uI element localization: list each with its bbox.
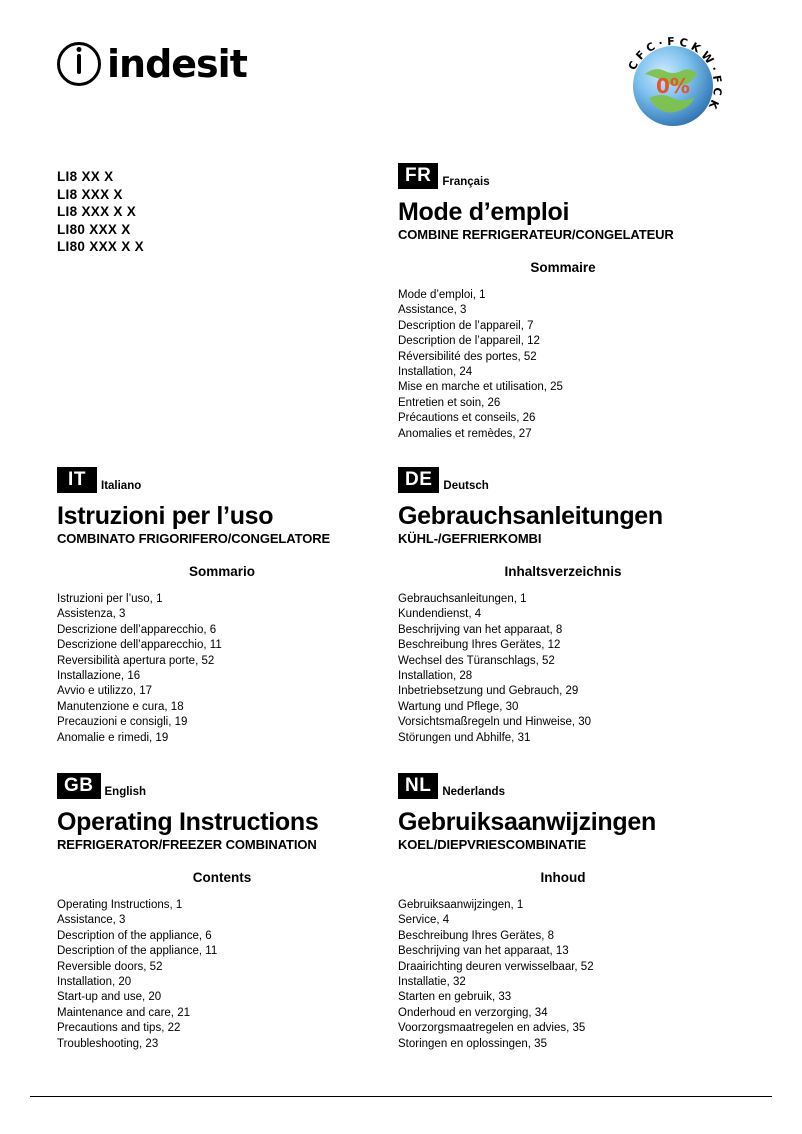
toc-entry: Vorsichtsmaßregeln und Hinweise, 30 bbox=[398, 716, 592, 729]
toc-entry: Description de l’appareil, 12 bbox=[398, 335, 540, 348]
model-item: LI80 XXX X X bbox=[57, 239, 144, 254]
toc-list-gb bbox=[57, 898, 387, 1052]
toc-entry: Mise en marche et utilisation, 25 bbox=[398, 381, 563, 394]
toc-entry: Reversibilità apertura porte, 52 bbox=[57, 654, 215, 667]
toc-entry: Anomalies et remèdes, 27 bbox=[398, 427, 532, 440]
toc-entry: Starten en gebruik, 33 bbox=[398, 991, 512, 1004]
toc-entry: Assistance, 3 bbox=[57, 914, 126, 927]
language-name-nl: Nederlands bbox=[442, 786, 505, 798]
toc-entry: Gebruiksaanwijzingen, 1 bbox=[398, 899, 524, 911]
toc-entry: Installatie, 32 bbox=[398, 976, 466, 989]
toc-entry: Description de l’appareil, 7 bbox=[398, 319, 534, 332]
toc-entry: Descrizione dell’apparecchio, 11 bbox=[57, 639, 222, 652]
language-section-it bbox=[57, 467, 387, 746]
flag-badge-de: DE bbox=[398, 467, 439, 493]
svg-text:C F C · F C K W · F C K: C F C · F C K W · F C K bbox=[625, 36, 723, 111]
toc-entry: Start-up and use, 20 bbox=[57, 991, 162, 1004]
footer-divider bbox=[30, 1096, 772, 1097]
toc-entry: Installation, 24 bbox=[398, 366, 473, 379]
toc-entry: Beschreibung Ihres Gerätes, 12 bbox=[398, 639, 561, 652]
language-section-nl bbox=[398, 773, 728, 1052]
toc-entry: Gebrauchsanleitungen, 1 bbox=[398, 593, 527, 605]
toc-entry: Operating Instructions, 1 bbox=[57, 899, 183, 911]
language-section-fr bbox=[398, 163, 728, 442]
toc-heading-gb: Contents bbox=[192, 870, 252, 885]
toc-entry: Voorzorgsmaatregelen en advies, 35 bbox=[398, 1022, 586, 1035]
toc-entry: Precautions and tips, 22 bbox=[57, 1022, 181, 1035]
manual-title-fr: Mode d’emploi bbox=[398, 198, 570, 226]
toc-heading-nl: Inhoud bbox=[540, 870, 586, 885]
language-header-it bbox=[57, 467, 387, 493]
toc-entry: Kundendienst, 4 bbox=[398, 608, 482, 621]
language-header-de bbox=[398, 467, 728, 493]
manual-subtitle-de: KÜHL-/GEFRIERKOMBI bbox=[398, 531, 542, 546]
toc-entry: Maintenance and care, 21 bbox=[57, 1006, 190, 1019]
toc-entry: Reversible doors, 52 bbox=[57, 960, 163, 973]
toc-entry: Precauzioni e consigli, 19 bbox=[57, 716, 188, 729]
brand-name: indesit bbox=[107, 42, 247, 86]
manual-subtitle-nl: KOEL/DIEPVRIESCOMBINATIE bbox=[398, 837, 587, 852]
toc-entry: Anomalie e rimedi, 19 bbox=[57, 731, 169, 744]
toc-list-de bbox=[398, 592, 728, 746]
language-name-gb: English bbox=[104, 786, 147, 798]
toc-entry: Beschrijving van het apparaat, 8 bbox=[398, 623, 563, 636]
toc-entry: Storingen en oplossingen, 35 bbox=[398, 1037, 547, 1050]
toc-entry: Description of the appliance, 6 bbox=[57, 929, 212, 942]
flag-badge-fr: FR bbox=[398, 163, 438, 189]
language-name-fr: Français bbox=[442, 176, 490, 188]
toc-entry: Réversibilité des portes, 52 bbox=[398, 350, 537, 363]
language-section-gb bbox=[57, 773, 387, 1052]
language-name-it: Italiano bbox=[101, 480, 142, 492]
toc-list-nl bbox=[398, 898, 728, 1052]
toc-entry: Assistenza, 3 bbox=[57, 608, 126, 621]
manual-title-it: Istruzioni per l’uso bbox=[57, 502, 274, 530]
toc-entry: Beschreibung Ihres Gerätes, 8 bbox=[398, 929, 554, 942]
svg-text:0%: 0% bbox=[656, 74, 690, 98]
toc-heading-de: Inhaltsverzeichnis bbox=[504, 564, 622, 579]
indesit-circle-logo-icon bbox=[57, 42, 101, 86]
toc-entry: Installation, 20 bbox=[57, 976, 132, 989]
toc-entry: Inbetriebsetzung und Gebrauch, 29 bbox=[398, 685, 579, 698]
toc-entry: Précautions et conseils, 26 bbox=[398, 412, 536, 425]
toc-entry: Störungen und Abhilfe, 31 bbox=[398, 731, 531, 744]
flag-badge-nl: NL bbox=[398, 773, 438, 799]
flag-badge-gb: GB bbox=[57, 773, 101, 799]
model-item: LI80 XXX X bbox=[57, 221, 131, 237]
toc-entry: Wartung und Pflege, 30 bbox=[398, 700, 519, 713]
toc-entry: Descrizione dell’apparecchio, 6 bbox=[57, 623, 217, 636]
toc-entry: Description of the appliance, 11 bbox=[57, 945, 218, 958]
toc-entry: Wechsel des Türanschlags, 52 bbox=[398, 654, 555, 667]
model-item: LI8 XXX X bbox=[57, 186, 123, 202]
toc-entry: Installazione, 16 bbox=[57, 670, 141, 683]
model-list bbox=[57, 168, 144, 256]
language-header-fr bbox=[398, 163, 728, 189]
manual-title-gb: Operating Instructions bbox=[57, 808, 319, 836]
toc-entry: Mode d’emploi, 1 bbox=[398, 289, 486, 301]
toc-heading-it: Sommario bbox=[188, 564, 256, 579]
toc-entry: Troubleshooting, 23 bbox=[57, 1037, 159, 1050]
language-header-gb bbox=[57, 773, 387, 799]
brand-logo bbox=[57, 42, 247, 86]
language-header-nl bbox=[398, 773, 728, 799]
flag-badge-it: IT bbox=[57, 467, 97, 493]
toc-entry: Manutenzione e cura, 18 bbox=[57, 700, 184, 713]
toc-entry: Entretien et soin, 26 bbox=[398, 396, 501, 409]
toc-entry: Beschrijving van het apparaat, 13 bbox=[398, 945, 569, 958]
toc-heading-fr: Sommaire bbox=[530, 260, 596, 275]
toc-entry: Istruzioni per l’uso, 1 bbox=[57, 593, 163, 605]
manual-subtitle-it: COMBINATO FRIGORIFERO/CONGELATORE bbox=[57, 531, 331, 546]
language-section-de bbox=[398, 467, 728, 746]
manual-subtitle-gb: REFRIGERATOR/FREEZER COMBINATION bbox=[57, 837, 317, 852]
toc-entry: Onderhoud en verzorging, 34 bbox=[398, 1006, 548, 1019]
cfc-free-globe-icon bbox=[623, 36, 723, 136]
model-item: LI8 XX X bbox=[57, 169, 114, 184]
manual-title-de: Gebrauchsanleitungen bbox=[398, 502, 663, 530]
toc-entry: Installation, 28 bbox=[398, 670, 473, 683]
language-name-de: Deutsch bbox=[443, 480, 489, 492]
model-item: LI8 XXX X X bbox=[57, 204, 137, 219]
toc-entry: Draairichting deuren verwisselbaar, 52 bbox=[398, 960, 594, 973]
toc-list-it bbox=[57, 592, 387, 746]
toc-list-fr bbox=[398, 288, 728, 442]
toc-entry: Service, 4 bbox=[398, 914, 450, 927]
manual-subtitle-fr: COMBINE REFRIGERATEUR/CONGELATEUR bbox=[398, 227, 674, 242]
manual-title-nl: Gebruiksaanwijzingen bbox=[398, 808, 656, 836]
toc-entry: Avvio e utilizzo, 17 bbox=[57, 685, 153, 698]
toc-entry: Assistance, 3 bbox=[398, 304, 467, 317]
